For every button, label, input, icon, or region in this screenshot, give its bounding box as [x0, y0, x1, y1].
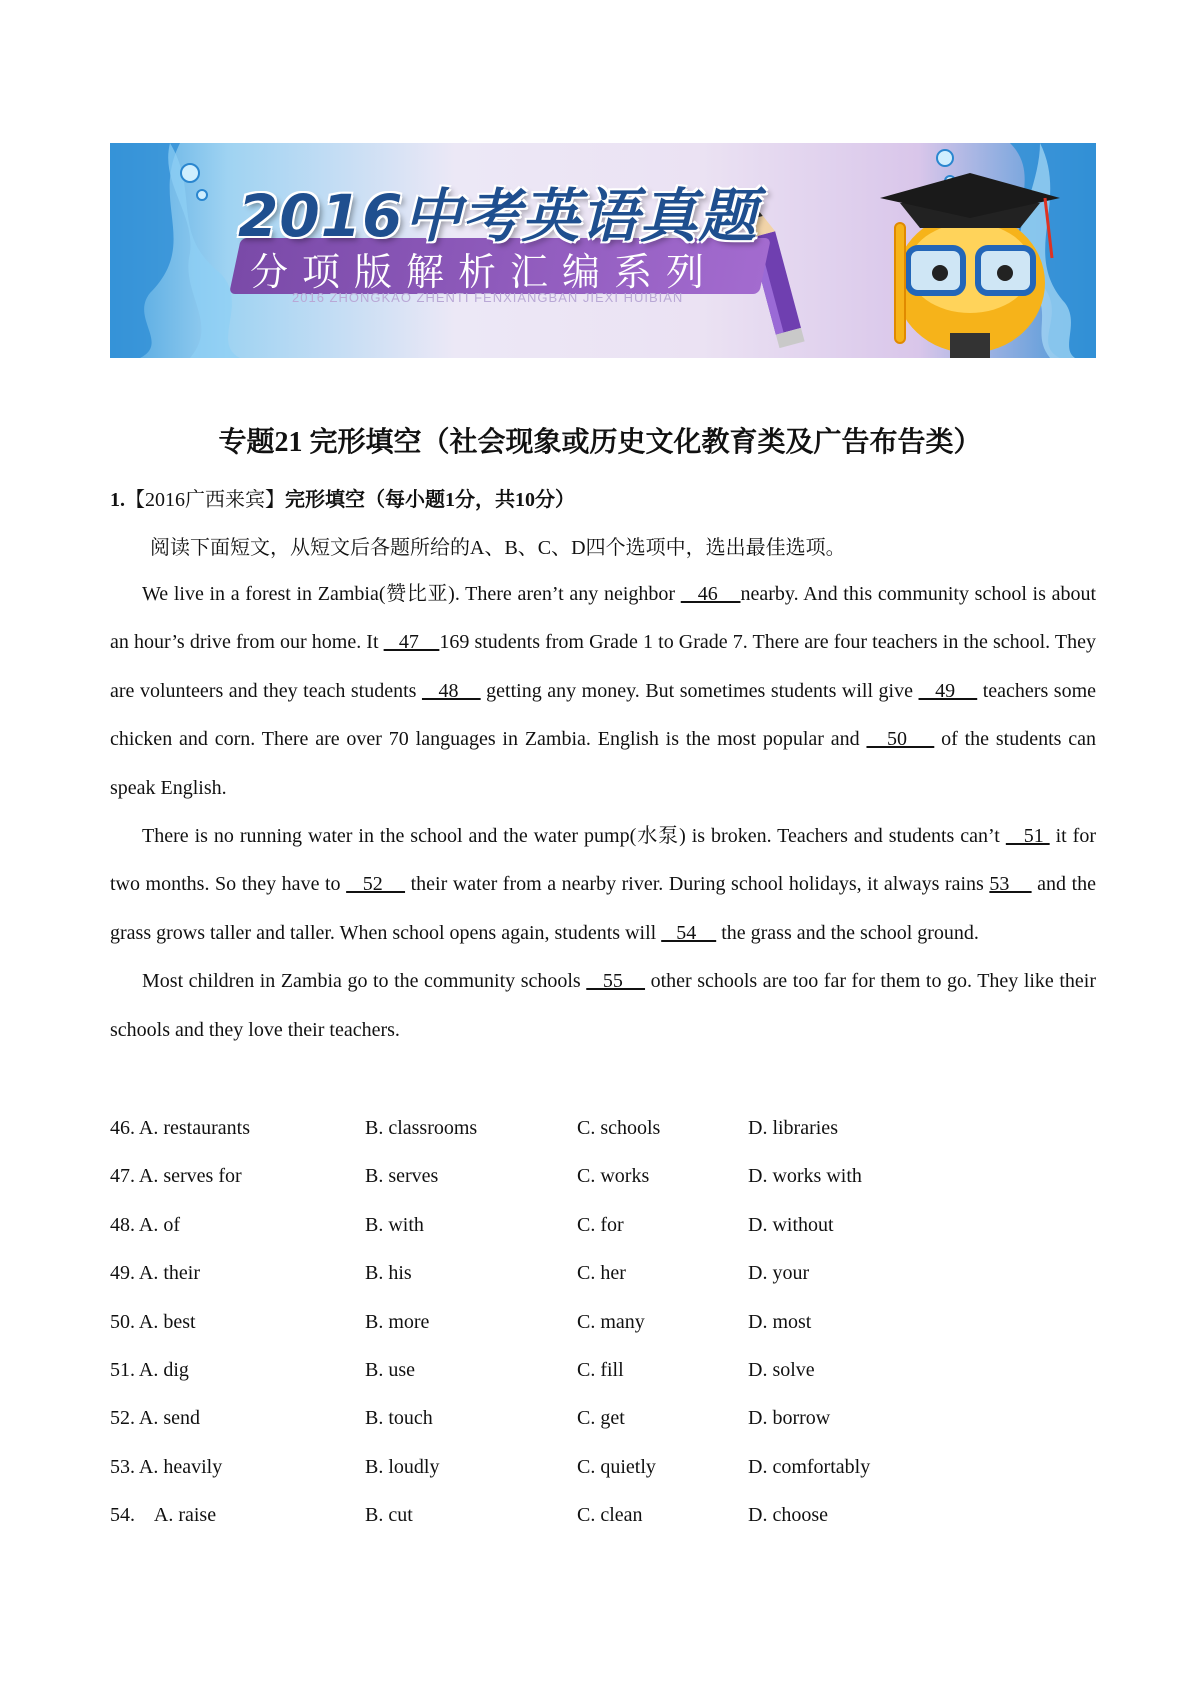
option-a: 51. A. dig [110, 1358, 189, 1381]
option-row [110, 1298, 1010, 1346]
option-d: D. works with [748, 1165, 862, 1188]
option-row [110, 1249, 1010, 1297]
option-a: 47. A. serves for [110, 1165, 242, 1188]
option-row [110, 1394, 1010, 1442]
option-row [110, 1443, 1010, 1491]
option-c: C. clean [577, 1504, 643, 1527]
passage-text: teachers some chicken and corn. There are over 70 languages in Zambia. English is the most popular and [110, 679, 1097, 751]
passage-paragraph-1 [110, 570, 1096, 812]
blank-52: 52 [346, 873, 406, 896]
option-d: D. without [748, 1213, 834, 1236]
blank-49: 49 [918, 679, 978, 702]
option-d: D. most [748, 1310, 812, 1333]
cloze-passage [110, 570, 1096, 1054]
option-c: C. works [577, 1165, 650, 1188]
option-b: B. his [365, 1262, 412, 1285]
option-a: 53. A. heavily [110, 1455, 223, 1478]
option-c: C. for [577, 1213, 624, 1236]
option-d: D. choose [748, 1504, 828, 1527]
option-c: C. get [577, 1407, 625, 1430]
blank-51: 51 [1005, 825, 1050, 848]
option-b: B. use [365, 1358, 415, 1381]
option-d: D. your [748, 1262, 810, 1285]
passage-text: There is no running water in the school and the water pump(水泵) is broken. Teachers and students can’t [142, 825, 1006, 848]
passage-text: and the grass grows taller and taller. When school opens again, students will [110, 873, 1097, 944]
option-c: C. many [577, 1310, 645, 1333]
passage-text: getting any money. But sometimes students will give [480, 679, 919, 702]
option-d: D. libraries [748, 1117, 838, 1139]
banner-subtitle: 分项版解析汇编系列 [250, 250, 719, 294]
option-row [110, 1201, 1010, 1249]
option-b: B. loudly [365, 1455, 440, 1478]
passage-text: it for two months. So they have to [110, 825, 1097, 896]
passage-paragraph-2 [110, 812, 1096, 957]
question-source: 【2016广西来宾】 [125, 489, 285, 511]
option-d: D. solve [748, 1358, 815, 1381]
option-d: D. borrow [748, 1407, 831, 1430]
option-a: 54. A. raise [110, 1504, 217, 1527]
passage-paragraph-3 [110, 957, 1096, 1054]
passage-text: Most children in Zambia go to the community schools [142, 970, 587, 993]
passage-text: the grass and the school ground. [716, 921, 979, 944]
blank-53: 53 [989, 873, 1032, 896]
option-row [110, 1104, 1010, 1152]
option-b: B. classrooms [365, 1117, 478, 1139]
blank-47: 47 [383, 631, 440, 654]
question-number: 1. [110, 489, 125, 511]
blank-50: 50 [866, 728, 935, 751]
passage-text: of the students can speak English. [110, 728, 1097, 799]
answer-options [110, 1104, 1010, 1540]
option-a: 48. A. of [110, 1213, 180, 1236]
blank-48: 48 [421, 679, 481, 702]
banner-pinyin: 2016 ZHONGKAO ZHENTI FENXIANGBAN JIEXI HUIBIAN [292, 290, 684, 305]
option-b: B. serves [365, 1165, 439, 1188]
option-c: C. quietly [577, 1455, 656, 1478]
option-a: 46. A. restaurants [110, 1117, 250, 1139]
option-a: 52. A. send [110, 1407, 200, 1430]
question-title: 完形填空（每小题1分，共10分） [285, 489, 575, 511]
option-b: B. touch [365, 1407, 433, 1430]
option-row [110, 1152, 1010, 1200]
option-row [110, 1491, 1010, 1539]
header-banner [110, 143, 1096, 358]
option-c: C. her [577, 1262, 626, 1285]
page-title: 专题21 完形填空（社会现象或历史文化教育类及广告布告类） [218, 427, 982, 458]
blank-46: 46 [680, 583, 741, 605]
banner-title: 2016中考英语真题 [238, 182, 758, 250]
option-a: 49. A. their [110, 1262, 200, 1285]
option-a: 50. A. best [110, 1310, 196, 1333]
passage-text: 169 students from Grade 1 to Grade 7. There are four teachers in the school. They are volunteers and they teach students [110, 631, 1097, 702]
option-b: B. with [365, 1213, 424, 1236]
option-b: B. cut [365, 1504, 413, 1527]
question-heading [110, 483, 575, 512]
blank-55: 55 [586, 970, 646, 993]
option-row [110, 1346, 1010, 1394]
option-c: C. schools [577, 1117, 661, 1139]
question-instruction: 阅读下面短文，从短文后各题所给的A、B、C、D四个选项中，选出最佳选项。 [150, 537, 846, 559]
option-b: B. more [365, 1310, 430, 1333]
passage-text: their water from a nearby river. During school holidays, it always rains [405, 873, 990, 896]
option-c: C. fill [577, 1358, 624, 1381]
option-d: D. comfortably [748, 1455, 871, 1478]
blank-54: 54 [661, 921, 717, 944]
passage-text: other schools are too far for them to go. They like their schools and they love their teachers. [110, 970, 1097, 1041]
passage-text: nearby. And this community school is about an hour’s drive from our home. It [110, 583, 1097, 654]
passage-text: We live in a forest in Zambia(赞比亚). There aren’t any neighbor [142, 583, 681, 605]
